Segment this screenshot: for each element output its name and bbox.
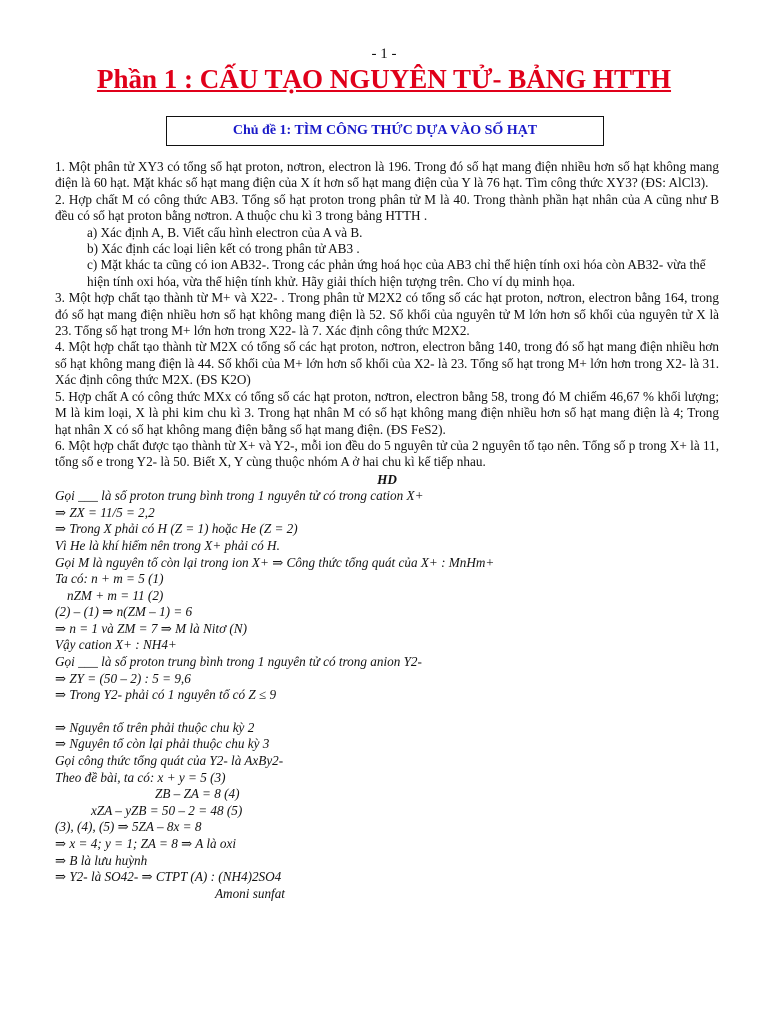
solution-line: nZM + m = 11 (2) bbox=[67, 587, 164, 603]
hd-label: HD bbox=[377, 471, 397, 487]
solution bbox=[55, 488, 719, 902]
solution-line: ZB – ZA = 8 (4) bbox=[155, 786, 240, 802]
solution-line: ⇒ Nguyên tố còn lại phải thuộc chu kỳ 3 bbox=[55, 736, 270, 752]
problem-2-b: b) Xác định các loại liên kết có trong phân tử AB3 . bbox=[87, 241, 360, 257]
solution-line: ⇒ Trong X phải có H (Z = 1) hoặc He (Z = 2) bbox=[55, 521, 298, 537]
solution-line: Vậy cation X+ : NH4+ bbox=[55, 637, 177, 653]
solution-line: ⇒ B là lưu huỳnh bbox=[55, 852, 148, 868]
solution-line: Gọi ___ là số proton trung bình trong 1 nguyên tử có trong anion Y2- bbox=[55, 654, 422, 670]
page-number: - 1 - bbox=[371, 46, 397, 62]
solution-line: ⇒ x = 4; y = 1; ZA = 8 ⇒ A là oxi bbox=[55, 836, 237, 851]
solution-line: Gọi ___ là số proton trung bình trong 1 nguyên tử có trong cation X+ bbox=[55, 488, 424, 504]
problem-2-subitems bbox=[55, 225, 719, 291]
solution-line: Gọi công thức tổng quát của Y2- là AxBy2- bbox=[55, 753, 284, 769]
problem-1: 1. Một phân tử XY3 có tổng số hạt proton, nơtron, electron là 196. Trong đó số hạt mang điện nhiều hơn số hạt không mang điện là 60 hạt. Mặt khác số hạt mang điện của X ít hơn số hạt mang điện của Y là 76 hạt. Tìm công thức XY3? (ĐS: AlCl3). bbox=[55, 159, 719, 191]
solution-line: ⇒ n = 1 và ZM = 7 ⇒ M là Nitơ (N) bbox=[55, 620, 247, 636]
solution-line: ⇒ ZY = (50 – 2) : 5 = 9,6 bbox=[55, 670, 191, 686]
blank-line bbox=[55, 704, 719, 720]
topic-title: Chủ đề 1: TÌM CÔNG THỨC DỰA VÀO SỐ HẠT bbox=[232, 123, 538, 138]
solution-line: Ta có: n + m = 5 (1) bbox=[55, 571, 164, 587]
solution-line: Vì He là khí hiếm nên trong X+ phải có H. bbox=[55, 537, 280, 553]
problem-2: 2. Hợp chất M có công thức AB3. Tổng số hạt proton trong phân tử M là 40. Trong thành phần hạt nhân của A cũng như B đều có số hạt proton bằng nơtron. A thuộc chu kì 3 trong bảng HTTH . bbox=[55, 191, 719, 224]
solution-line: (2) – (1) ⇒ n(ZM – 1) = 6 bbox=[55, 604, 193, 620]
solution-line: ⇒ Y2- là SO42- ⇒ CTPT (A) : (NH4)2SO4 bbox=[55, 869, 282, 885]
solution-line: Gọi M là nguyên tố còn lại trong ion X+ ⇒ Công thức tổng quát của X+ : MnHm+ bbox=[55, 554, 495, 570]
problem-3: 3. Một hợp chất tạo thành từ M+ và X22- . Trong phân tử M2X2 có tổng số các hạt proton, nơtron, electron bằng 164, trong đó số hạt mang điện nhiều hơn số hạt không mang điện là 52. Số khối của nguyên tử M lớn hơn số khối của nguyên tử X là 23. Tổng số hạt trong M+ lớn hơn trong X22- là 7. Xác định công thức M2X2. bbox=[55, 290, 719, 339]
page-title: Phần 1 : CẤU TẠO NGUYÊN TỬ- BẢNG HTTH bbox=[96, 64, 672, 94]
solution-line: Amoni sunfat bbox=[215, 885, 285, 901]
problem-2-c: c) Mặt khác ta cũng có ion AB32-. Trong các phản ứng hoá học của AB3 chỉ thể hiện tính oxi hóa còn AB32- vừa thể hiện tính oxi hóa, vừa thể hiện tính khử. Hãy giải thích hiện tượng trên. Cho ví dụ minh họa. bbox=[87, 257, 706, 289]
topic-box bbox=[166, 116, 604, 146]
document-body bbox=[55, 159, 719, 902]
problem-4: 4. Một hợp chất tạo thành từ M2X có tổng số các hạt proton, nơtron, electron bằng 140, trong đó số hạt mang điện nhiều hơn số hạt không mang điện là 44. Số khối của M+ lớn hơn số khối của X2- là 23. Tổng số hạt trong M+ lớn hơn trong X2- là 31. Xác định công thức M2X. (ĐS K2O) bbox=[55, 339, 719, 388]
problem-6: 6. Một hợp chất được tạo thành từ X+ và Y2-, mỗi ion đều do 5 nguyên tử của 2 nguyên tố tạo nên. Tổng số p trong X+ là 11, tổng số e trong Y2- là 50. Biết X, Y cùng thuộc nhóm A ở hai chu kì kế tiếp nhau. bbox=[55, 437, 719, 470]
solution-line: (3), (4), (5) ⇒ 5ZA – 8x = 8 bbox=[55, 819, 202, 835]
solution-line: ⇒ Trong Y2- phải có 1 nguyên tố có Z ≤ 9 bbox=[55, 687, 277, 703]
problem-2-a: a) Xác định A, B. Viết cấu hình electron của A và B. bbox=[87, 224, 363, 240]
solution-line: Theo đề bài, ta có: x + y = 5 (3) bbox=[55, 769, 226, 785]
problem-5: 5. Hợp chất A có công thức MXx có tổng số các hạt proton, nơtron, electron bằng 58, trong đó M chiếm 46,67 % khối lượng; M là kim loại, X là phi kim chu kì 3. Trong hạt nhân M có số hạt không mang điện nhiều hơn số hạt mang điện là 4; Trong hạt nhân X có số hạt không mang điện bằng số hạt mang điện. (ĐS FeS2). bbox=[55, 388, 719, 437]
solution-line: ⇒ ZX = 11/5 = 2,2 bbox=[55, 504, 155, 520]
solution-line: xZA – yZB = 50 – 2 = 48 (5) bbox=[91, 802, 243, 818]
solution-line: ⇒ Nguyên tố trên phải thuộc chu kỳ 2 bbox=[55, 719, 255, 735]
